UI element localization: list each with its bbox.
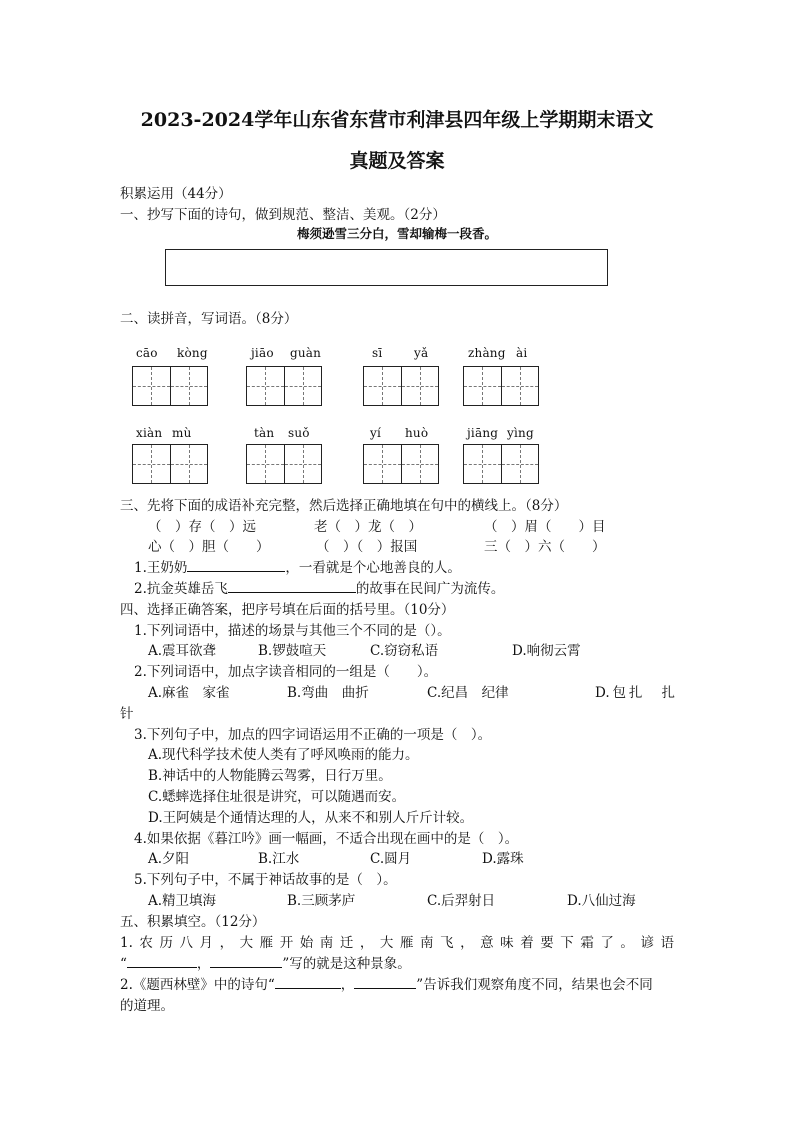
pinyin: mù [172,426,192,440]
writing-grid[interactable] [246,444,322,484]
writing-grid[interactable] [246,366,322,406]
answer-blank[interactable] [210,953,282,968]
pinyin: xiàn [136,426,163,440]
option[interactable]: B.锣鼓喧天 [258,643,327,659]
option[interactable]: A.精卫填海 [148,893,217,909]
option[interactable]: D.露珠 [482,851,524,867]
option-wrap: 针 [120,706,134,722]
page-title-line2: 真题及答案 [349,150,445,172]
option[interactable]: B.三顾茅庐 [287,893,356,909]
writing-grid[interactable] [132,444,208,484]
idiom-blank[interactable]: （ ）（ ）报国 [316,539,418,555]
option[interactable]: C.圆月 [370,851,412,867]
q3-heading: 三、先将下面的成语补充完整，然后选择正确地填在句中的横线上。（8分） [120,498,568,514]
pinyin: guàn [290,346,322,360]
answer-blank[interactable] [127,953,197,968]
pinyin: ài [516,346,528,360]
q1-copy-box[interactable] [165,249,608,286]
option[interactable]: A.现代科学技术使人类有了呼风唤雨的能力。 [148,747,419,763]
pinyin: huò [405,426,429,440]
option[interactable]: D.响彻云霄 [512,643,581,659]
pinyin: sī [372,346,383,360]
option[interactable]: C.纪昌 纪律 [427,685,509,701]
option[interactable]: D.王阿姨是个通情达理的人，从来不和别人斤斤计较。 [148,810,474,826]
writing-grid[interactable] [463,366,539,406]
pinyin: tàn [254,426,275,440]
page-title: 2023-2024学年山东省东营市利津县四年级上学期期末语文 [140,109,654,131]
q4-item-2-stem: 2.下列词语中，加点字读音相同的一组是（ ）。 [134,664,438,680]
option[interactable]: C.蟋蟀选择住址很是讲究，可以随遇而安。 [148,789,406,805]
q1-poem: 梅须逊雪三分白，雪却输梅一段香。 [296,226,497,241]
writing-grid[interactable] [363,366,439,406]
q4-item-5-stem: 5.下列句子中，不属于神话故事的是（ ）。 [134,872,397,888]
q3-sentence-1: 1.王奶奶 ，一看就是个心地善良的人。 [134,556,461,576]
part-heading: 积累运用（44分） [120,186,232,202]
option[interactable]: D.包扎 扎 [595,685,675,701]
q3-sentence-2: 2.抗金英雄岳飞 的故事在民间广为流传。 [134,577,504,597]
option[interactable]: D.八仙过海 [567,893,636,909]
answer-blank[interactable] [228,578,356,593]
q5-item-2: 2.《题西林壁》中的诗句“ ， ”告诉我们观察角度不同，结果也会不同 [120,973,653,993]
q4-heading: 四、选择正确答案，把序号填在后面的括号里。（10分） [120,602,455,618]
idiom-blank[interactable]: （ ）眉（ ）目 [484,519,606,535]
q4-item-4-stem: 4.如果依据《暮江吟》画一幅画，不适合出现在画中的是（ ）。 [134,831,519,847]
idiom-blank[interactable]: （ ）存（ ）远 [148,519,256,535]
q5-item-2-line2: 的道理。 [120,998,174,1014]
idiom-blank[interactable]: 老（ ）龙（ ） [314,519,422,535]
option[interactable]: B.神话中的人物能腾云驾雾，日行万里。 [148,768,392,784]
option[interactable]: B.江水 [258,851,300,867]
q5-item-1: 1.农历八月，大雁开始南迁，大雁南飞，意味着要下霜了。谚语 [120,935,674,951]
pinyin: yǎ [414,346,429,360]
q4-item-3-stem: 3.下列句子中，加点的四字词语运用不正确的一项是（ ）。 [134,727,492,743]
option[interactable]: A.震耳欲聋 [148,643,217,659]
answer-blank[interactable] [275,974,341,989]
q2-heading: 二、读拼音，写词语。（8分） [120,311,298,327]
writing-grid[interactable] [132,366,208,406]
option[interactable]: C.窃窃私语 [370,643,439,659]
answer-blank[interactable] [354,974,416,989]
q5-heading: 五、积累填空。（12分） [120,914,266,930]
q4-item-1-stem: 1.下列词语中，描述的场景与其他三个不同的是（）。 [134,623,451,639]
writing-grid[interactable] [363,444,439,484]
pinyin: jiāng [467,426,499,440]
q5-item-1-blanks: “ ， ”写的就是这种景象。 [120,952,411,972]
option[interactable]: A.麻雀 家雀 [148,685,230,701]
option[interactable]: C.后羿射日 [427,893,496,909]
writing-grid[interactable] [463,444,539,484]
pinyin: zhàng [468,346,506,360]
option[interactable]: B.弯曲 曲折 [287,685,369,701]
pinyin: jiāo [251,346,274,360]
idiom-blank[interactable]: 三（ ）六（ ） [484,539,606,555]
idiom-blank[interactable]: 心（ ）胆（ ） [148,539,270,555]
option[interactable]: A.夕阳 [148,851,190,867]
pinyin: kòng [177,346,208,360]
pinyin: suǒ [288,426,310,440]
pinyin: yìng [507,426,534,440]
pinyin: cāo [136,346,158,360]
q1-heading: 一、抄写下面的诗句，做到规范、整洁、美观。（2分） [120,207,446,223]
pinyin: yí [370,426,382,440]
answer-blank[interactable] [187,557,285,572]
